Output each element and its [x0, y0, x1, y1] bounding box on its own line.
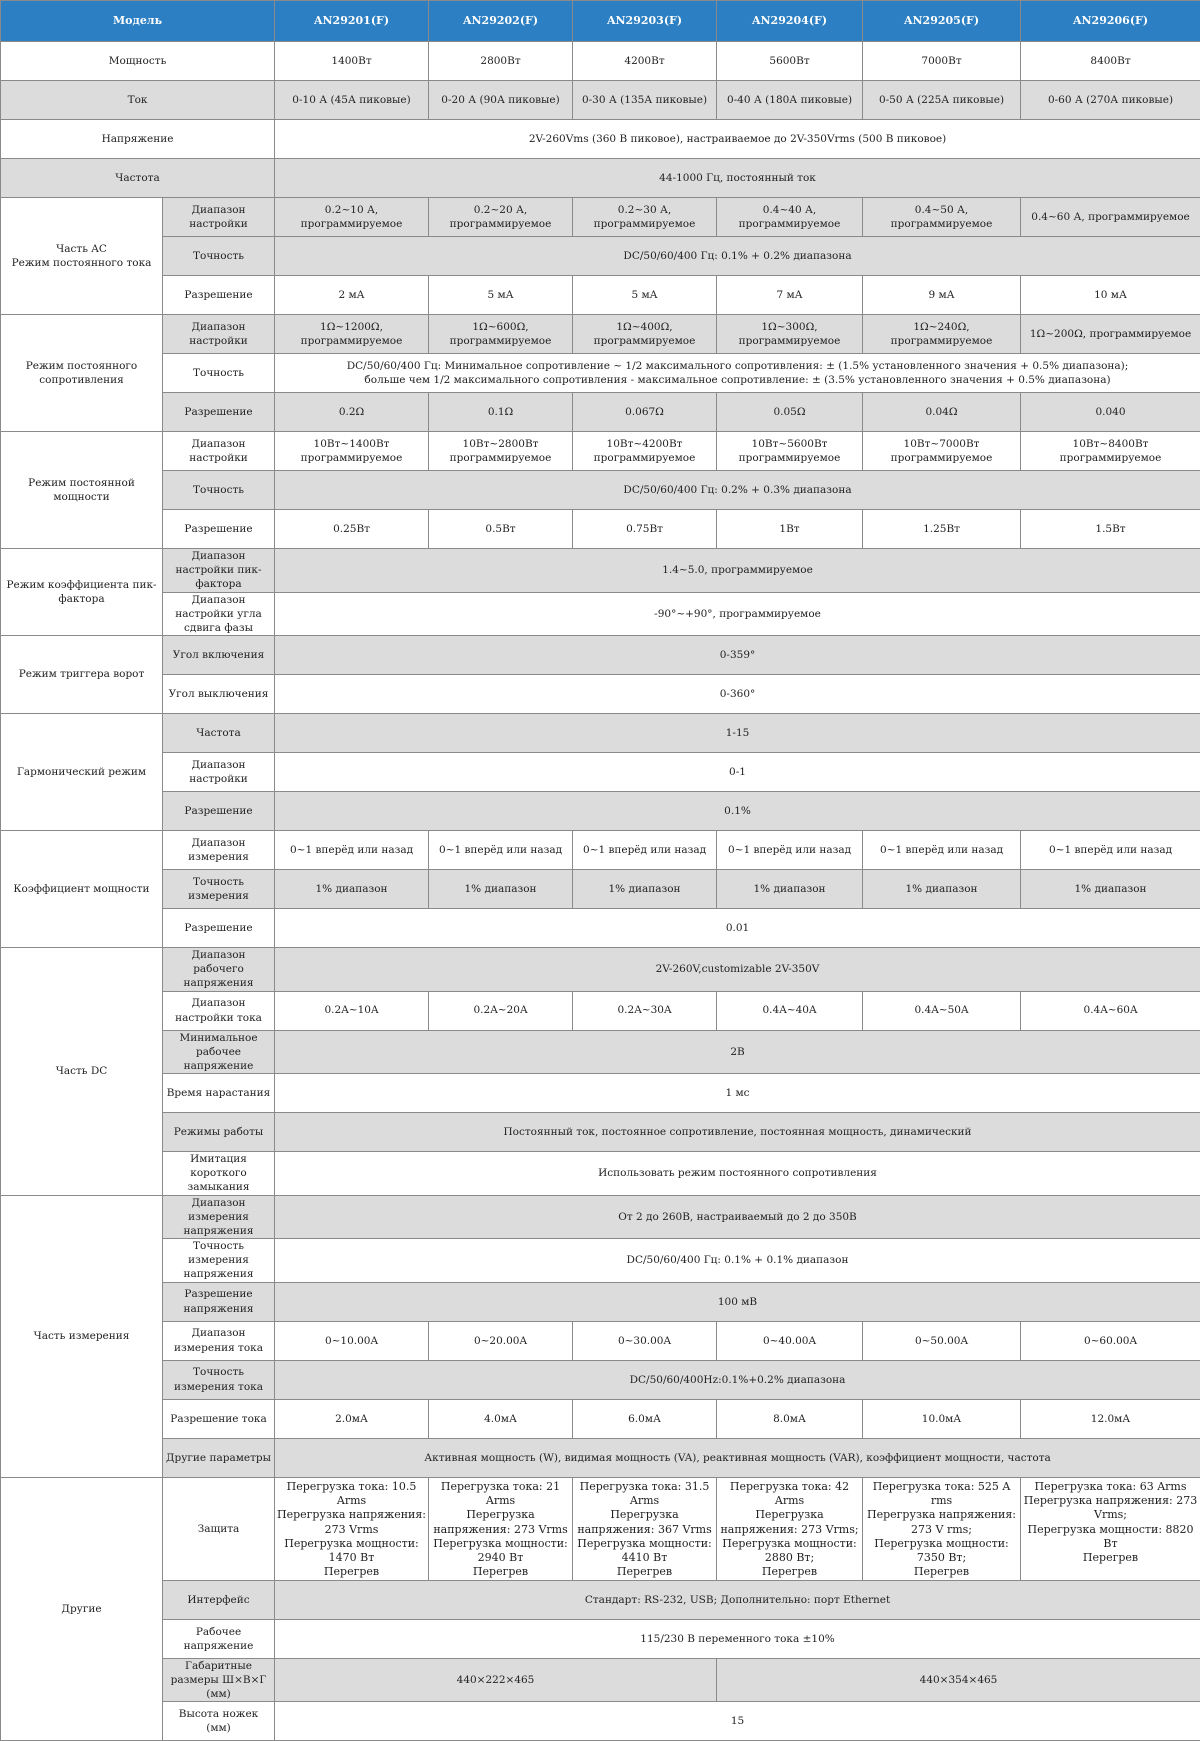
dc-minv-label: Минимальное рабочее напряжение [163, 1030, 275, 1074]
current-value: 0-50 А (225А пиковые) [863, 81, 1021, 120]
dc-irange-value: 0.4A~50A [863, 991, 1021, 1030]
cp-accuracy-value: DC/50/60/400 Гц: 0.2% + 0.3% диапазона [275, 471, 1200, 510]
cr-accuracy-line: DC/50/60/400 Гц: Минимальное сопротивление ~ 1/2 максимального сопротивления: ± (1.5% установленного значения + 0.5% диапазона); [277, 359, 1198, 373]
model-6: AN29206(F) [1021, 1, 1200, 42]
ac-cc-range-value: 0.2~20 А, программируемое [429, 198, 573, 237]
meas-vrange-row [1, 1195, 1200, 1239]
ac-cc-range-value: 0.4~60 А, программируемое [1021, 198, 1200, 237]
dc-rise-label: Время нарастания [163, 1074, 275, 1113]
meas-other-value: Активная мощность (W), видимая мощность (VA), реактивная мощность (VAR), коэффициент мощности, частота [275, 1438, 1200, 1477]
protection-value: Перегрузка тока: 10.5 Arms Перегрузка напряжения: 273 Vrms Перегрузка мощности: 1470 Вт Перегрев [275, 1477, 429, 1580]
harmonic-res-row [1, 792, 1200, 831]
harmonic-range-row [1, 753, 1200, 792]
crest-phase-value: -90°~+90°, программируемое [275, 592, 1200, 636]
harmonic-section: Гармонический режим [1, 714, 163, 831]
cr-range-value: 1Ω~1200Ω, программируемое [275, 315, 429, 354]
cp-range-value: 10Вт~7000Вт программируемое [863, 432, 1021, 471]
harmonic-res-value: 0.1% [275, 792, 1200, 831]
meas-ires-value: 6.0мА [573, 1399, 717, 1438]
dc-irange-value: 0.2A~10A [275, 991, 429, 1030]
cr-range-value: 1Ω~600Ω, программируемое [429, 315, 573, 354]
protection-value: Перегрузка тока: 31.5 Arms Перегрузка напряжения: 367 Vrms Перегрузка мощности: 4410 Вт Перегрев [573, 1477, 717, 1580]
cr-accuracy-row [1, 354, 1200, 393]
cp-resolution-value: 0.25Вт [275, 510, 429, 549]
model-2: AN29202(F) [429, 1, 573, 42]
pf-acc-value: 1% диапазон [863, 870, 1021, 909]
pf-acc-label: Точность измерения [163, 870, 275, 909]
gate-off-label: Угол выключения [163, 675, 275, 714]
protection-value: Перегрузка тока: 63 Arms Перегрузка напряжения: 273 Vrms; Перегрузка мощности: 8820 Вт Перегрев [1021, 1477, 1200, 1580]
dc-irange-label: Диапазон настройки тока [163, 991, 275, 1030]
cp-resolution-label: Разрешение [163, 510, 275, 549]
cr-resolution-row [1, 393, 1200, 432]
harmonic-res-label: Разрешение [163, 792, 275, 831]
cp-range-value: 10Вт~1400Вт программируемое [275, 432, 429, 471]
meas-ires-value: 4.0мА [429, 1399, 573, 1438]
ac-cc-accuracy-value: DC/50/60/400 Гц: 0.1% + 0.2% диапазона [275, 237, 1200, 276]
meas-vacc-row [1, 1239, 1200, 1283]
pf-acc-row [1, 870, 1200, 909]
dc-vrange-row [1, 948, 1200, 992]
pf-acc-value: 1% диапазон [1021, 870, 1200, 909]
cr-range-value: 1Ω~240Ω, программируемое [863, 315, 1021, 354]
current-value: 0-20 А (90А пиковые) [429, 81, 573, 120]
dc-rise-row [1, 1074, 1200, 1113]
cp-section: Режим постоянной мощности [1, 432, 163, 549]
crest-phase-row [1, 592, 1200, 636]
cr-accuracy-line: больше чем 1/2 максимального сопротивления - максимальное сопротивление: ± (3.5% установленного значения + 0.5% диапазона) [277, 373, 1198, 387]
meas-irange-value: 0~10.00A [275, 1321, 429, 1360]
model-1: AN29201(F) [275, 1, 429, 42]
cr-range-value: 1Ω~200Ω, программируемое [1021, 315, 1200, 354]
power-value: 4200Вт [573, 42, 717, 81]
meas-irange-value: 0~20.00A [429, 1321, 573, 1360]
model-4: AN29204(F) [717, 1, 863, 42]
supply-row [1, 1619, 1200, 1658]
gate-on-label: Угол включения [163, 636, 275, 675]
pf-acc-value: 1% диапазон [429, 870, 573, 909]
cp-resolution-value: 1.25Вт [863, 510, 1021, 549]
dc-short-row [1, 1152, 1200, 1196]
power-row [1, 42, 1200, 81]
meas-other-row [1, 1438, 1200, 1477]
dc-short-value: Использовать режим постоянного сопротивления [275, 1152, 1200, 1196]
pf-acc-value: 1% диапазон [717, 870, 863, 909]
pf-range-value: 0~1 вперёд или назад [573, 831, 717, 870]
pf-res-row [1, 909, 1200, 948]
model-label: Модель [1, 1, 275, 42]
ac-cc-range-value: 0.2~30 А, программируемое [573, 198, 717, 237]
dims-small-value: 440×222×465 [275, 1658, 717, 1702]
voltage-value: 2V-260Vms (360 В пиковое), настраиваемое до 2V-350Vrms (500 В пиковое) [275, 120, 1200, 159]
cp-resolution-value: 0.5Вт [429, 510, 573, 549]
ac-cc-accuracy-row [1, 237, 1200, 276]
ac-cc-resolution-value: 10 мА [1021, 276, 1200, 315]
pf-range-label: Диапазон измерения [163, 831, 275, 870]
feet-value: 15 [275, 1702, 1200, 1741]
harmonic-range-label: Диапазон настройки [163, 753, 275, 792]
dc-modes-value: Постоянный ток, постоянное сопротивление, постоянная мощность, динамический [275, 1113, 1200, 1152]
meas-ires-row [1, 1399, 1200, 1438]
cp-resolution-value: 0.75Вт [573, 510, 717, 549]
cr-range-value: 1Ω~400Ω, программируемое [573, 315, 717, 354]
supply-value: 115/230 В переменного тока ±10% [275, 1619, 1200, 1658]
pf-acc-value: 1% диапазон [573, 870, 717, 909]
cp-accuracy-label: Точность [163, 471, 275, 510]
frequency-label: Частота [1, 159, 275, 198]
ac-cc-resolution-value: 9 мА [863, 276, 1021, 315]
harmonic-freq-row [1, 714, 1200, 753]
ac-cc-range-value: 0.4~50 А, программируемое [863, 198, 1021, 237]
cp-resolution-value: 1.5Вт [1021, 510, 1200, 549]
meas-iacc-label: Точность измерения тока [163, 1360, 275, 1399]
gate-off-value: 0-360° [275, 675, 1200, 714]
meas-ires-value: 2.0мА [275, 1399, 429, 1438]
header-row [1, 1, 1200, 42]
meas-ires-label: Разрешение тока [163, 1399, 275, 1438]
gate-on-value: 0-359° [275, 636, 1200, 675]
ac-cc-section: Часть AC Режим постоянного тока [1, 198, 163, 315]
interface-value: Стандарт: RS-232, USB; Дополнительно: порт Ethernet [275, 1580, 1200, 1619]
current-value: 0-40 А (180А пиковые) [717, 81, 863, 120]
protection-label: Защита [163, 1477, 275, 1580]
cp-range-label: Диапазон настройки [163, 432, 275, 471]
meas-irange-value: 0~60.00A [1021, 1321, 1200, 1360]
meas-vres-label: Разрешение напряжения [163, 1282, 275, 1321]
dc-modes-row [1, 1113, 1200, 1152]
meas-iacc-value: DC/50/60/400Hz:0.1%+0.2% диапазона [275, 1360, 1200, 1399]
dc-vrange-label: Диапазон рабочего напряжения [163, 948, 275, 992]
feet-row [1, 1702, 1200, 1741]
cp-range-value: 10Вт~5600Вт программируемое [717, 432, 863, 471]
ac-cc-accuracy-label: Точность [163, 237, 275, 276]
current-value: 0-10 А (45А пиковые) [275, 81, 429, 120]
dims-label: Габаритные размеры Ш×В×Г (мм) [163, 1658, 275, 1702]
protection-value: Перегрузка тока: 42 Arms Перегрузка напряжения: 273 Vrms; Перегрузка мощности: 2880 Вт; Перегрев [717, 1477, 863, 1580]
cr-range-row [1, 315, 1200, 354]
dc-minv-value: 2В [275, 1030, 1200, 1074]
supply-label: Рабочее напряжение [163, 1619, 275, 1658]
crest-cf-value: 1.4~5.0, программируемое [275, 549, 1200, 593]
dc-minv-row [1, 1030, 1200, 1074]
cr-accuracy-label: Точность [163, 354, 275, 393]
power-label: Мощность [1, 42, 275, 81]
current-row [1, 81, 1200, 120]
cr-range-value: 1Ω~300Ω, программируемое [717, 315, 863, 354]
power-value: 1400Вт [275, 42, 429, 81]
cr-resolution-value: 0.067Ω [573, 393, 717, 432]
cr-range-label: Диапазон настройки [163, 315, 275, 354]
meas-vacc-value: DC/50/60/400 Гц: 0.1% + 0.1% диапазон [275, 1239, 1200, 1283]
current-value: 0-60 А (270А пиковые) [1021, 81, 1200, 120]
ac-cc-range-value: 0.2~10 А, программируемое [275, 198, 429, 237]
cr-section: Режим постоянного сопротивления [1, 315, 163, 432]
cp-range-value: 10Вт~8400Вт программируемое [1021, 432, 1200, 471]
pf-section: Коэффициент мощности [1, 831, 163, 948]
dc-vrange-value: 2V-260V,customizable 2V-350V [275, 948, 1200, 992]
dims-large-value: 440×354×465 [717, 1658, 1200, 1702]
power-value: 2800Вт [429, 42, 573, 81]
ac-cc-resolution-row [1, 276, 1200, 315]
protection-row [1, 1477, 1200, 1580]
meas-section: Часть измерения [1, 1195, 163, 1477]
meas-ires-value: 8.0мА [717, 1399, 863, 1438]
ac-cc-resolution-value: 5 мА [573, 276, 717, 315]
cr-resolution-value: 0.1Ω [429, 393, 573, 432]
cr-resolution-value: 0.2Ω [275, 393, 429, 432]
feet-label: Высота ножек (мм) [163, 1702, 275, 1741]
crest-cf-label: Диапазон настройки пик-фактора [163, 549, 275, 593]
cr-accuracy-value [275, 354, 1200, 393]
meas-vrange-value: От 2 до 260В, настраиваемый до 2 до 350В [275, 1195, 1200, 1239]
meas-irange-row [1, 1321, 1200, 1360]
gate-on-row [1, 636, 1200, 675]
frequency-row [1, 159, 1200, 198]
cr-resolution-value: 0.04Ω [863, 393, 1021, 432]
dc-irange-value: 0.4A~40A [717, 991, 863, 1030]
ac-cc-resolution-value: 7 мА [717, 276, 863, 315]
dc-section: Часть DC [1, 948, 163, 1196]
interface-row [1, 1580, 1200, 1619]
harmonic-freq-value: 1-15 [275, 714, 1200, 753]
crest-section: Режим коэффициента пик-фактора [1, 549, 163, 636]
dc-rise-value: 1 мс [275, 1074, 1200, 1113]
meas-irange-value: 0~40.00A [717, 1321, 863, 1360]
pf-res-label: Разрешение [163, 909, 275, 948]
crest-phase-label: Диапазон настройки угла сдвига фазы [163, 592, 275, 636]
gate-section: Режим триггера ворот [1, 636, 163, 714]
power-value: 5600Вт [717, 42, 863, 81]
cp-accuracy-row [1, 471, 1200, 510]
meas-irange-label: Диапазон измерения тока [163, 1321, 275, 1360]
dims-row [1, 1658, 1200, 1702]
voltage-label: Напряжение [1, 120, 275, 159]
ac-cc-range-label: Диапазон настройки [163, 198, 275, 237]
voltage-row [1, 120, 1200, 159]
cr-resolution-value: 0.05Ω [717, 393, 863, 432]
cr-resolution-value: 0.040 [1021, 393, 1200, 432]
cp-range-row [1, 432, 1200, 471]
current-value: 0-30 А (135А пиковые) [573, 81, 717, 120]
meas-irange-value: 0~50.00A [863, 1321, 1021, 1360]
ac-cc-range-value: 0.4~40 А, программируемое [717, 198, 863, 237]
harmonic-freq-label: Частота [163, 714, 275, 753]
meas-vrange-label: Диапазон измерения напряжения [163, 1195, 275, 1239]
frequency-value: 44-1000 Гц, постоянный ток [275, 159, 1200, 198]
pf-acc-value: 1% диапазон [275, 870, 429, 909]
harmonic-range-value: 0-1 [275, 753, 1200, 792]
meas-ires-value: 12.0мА [1021, 1399, 1200, 1438]
meas-iacc-row [1, 1360, 1200, 1399]
dc-short-label: Имитация короткого замыкания [163, 1152, 275, 1196]
cp-range-value: 10Вт~2800Вт программируемое [429, 432, 573, 471]
other-section: Другие [1, 1477, 163, 1741]
model-3: AN29203(F) [573, 1, 717, 42]
cp-range-value: 10Вт~4200Вт программируемое [573, 432, 717, 471]
current-label: Ток [1, 81, 275, 120]
ac-cc-range-row [1, 198, 1200, 237]
power-value: 7000Вт [863, 42, 1021, 81]
meas-vres-row [1, 1282, 1200, 1321]
dc-irange-value: 0.2A~20A [429, 991, 573, 1030]
cp-resolution-row [1, 510, 1200, 549]
ac-cc-resolution-value: 2 мА [275, 276, 429, 315]
dc-modes-label: Режимы работы [163, 1113, 275, 1152]
pf-range-value: 0~1 вперёд или назад [275, 831, 429, 870]
meas-other-label: Другие параметры [163, 1438, 275, 1477]
dc-irange-row [1, 991, 1200, 1030]
meas-vacc-label: Точность измерения напряжения [163, 1239, 275, 1283]
pf-range-value: 0~1 вперёд или назад [717, 831, 863, 870]
pf-res-value: 0.01 [275, 909, 1200, 948]
model-5: AN29205(F) [863, 1, 1021, 42]
cp-resolution-value: 1Вт [717, 510, 863, 549]
pf-range-value: 0~1 вперёд или назад [429, 831, 573, 870]
meas-irange-value: 0~30.00A [573, 1321, 717, 1360]
ac-cc-resolution-value: 5 мА [429, 276, 573, 315]
crest-cf-row [1, 549, 1200, 593]
interface-label: Интерфейс [163, 1580, 275, 1619]
meas-ires-value: 10.0мА [863, 1399, 1021, 1438]
dc-irange-value: 0.2A~30A [573, 991, 717, 1030]
protection-value: Перегрузка тока: 525 A rms Перегрузка напряжения: 273 V rms; Перегрузка мощности: 7350 Вт; Перегрев [863, 1477, 1021, 1580]
cr-resolution-label: Разрешение [163, 393, 275, 432]
pf-range-row [1, 831, 1200, 870]
pf-range-value: 0~1 вперёд или назад [1021, 831, 1200, 870]
dc-irange-value: 0.4A~60A [1021, 991, 1200, 1030]
power-value: 8400Вт [1021, 42, 1200, 81]
gate-off-row [1, 675, 1200, 714]
pf-range-value: 0~1 вперёд или назад [863, 831, 1021, 870]
protection-value: Перегрузка тока: 21 Arms Перегрузка напряжения: 273 Vrms Перегрузка мощности: 2940 Вт Перегрев [429, 1477, 573, 1580]
meas-vres-value: 100 мВ [275, 1282, 1200, 1321]
ac-cc-resolution-label: Разрешение [163, 276, 275, 315]
